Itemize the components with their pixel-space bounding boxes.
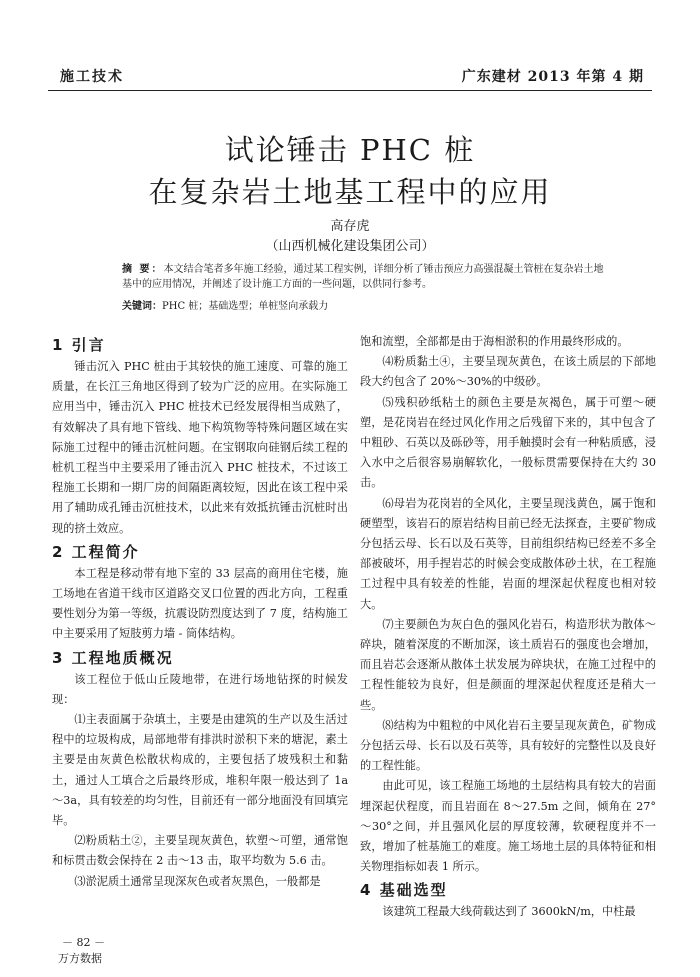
source-watermark: 万方数据	[58, 952, 102, 965]
right-column	[360, 332, 656, 923]
paragraph: 由此可见，该工程施工场地的土层结构具有较大的岩面埋深起伏程度，而且岩面在 8～27.5m 之间，倾角在 27°～30°之间，并且强风化层的厚度较薄，软硬程度并不一致，增加了桩基施工的难度。施工场地土层的具体特征和相关物理指标如表 1 所示。	[360, 779, 656, 874]
paragraph: ⑵粉质粘土②，主要呈现灰黄色，软塑～可塑，通常饱和标贯击数会保持在 2 击～13 击，取平均数为 5.6 击。	[52, 834, 348, 868]
paragraph: ⑴主表面属于杂填土，主要是由建筑的生产以及生活过程中的垃圾构成，局部地带有排洪时淤积下来的塘泥，素土主要是由灰黄色松散状构成的，主要包括了坡残积土和黏土，通过人工填合之后最终形成，堆积年限一般达到了 1a～3a，具有较差的均匀性，目前还有一部分地面没有回填完毕。	[52, 713, 348, 828]
abstract	[122, 262, 612, 292]
section-heading-2: 2 工程简介	[52, 542, 140, 561]
paragraph: ⑶淤泥质土通常呈现深灰色或者灰黑色，一般都是	[74, 874, 321, 888]
page-number: － 82 －	[62, 936, 105, 949]
abstract-label: 摘 要：	[122, 264, 164, 275]
title-line-2: 在复杂岩土地基工程中的应用	[148, 175, 552, 209]
keywords-label: 关键词：	[122, 301, 162, 312]
running-header	[48, 64, 652, 91]
paragraph: ⑹母岩为花岗岩的全风化，主要呈现浅黄色，属于饱和硬塑型，该岩石的原岩结构目前已经无法探查，主要矿物成分包括云母、长石以及石英等，目前组织结构已经差不多全部被破坏，用手捏岩芯的时候会变成散体砂土状，在工程施工过程中具有较差的性能，岩面的埋深起伏程度也相对较大。	[360, 496, 656, 611]
section-heading-3: 3 工程地质概况	[52, 648, 174, 667]
paragraph: ⑻结构为中粗粒的中风化岩石主要呈现灰黄色，矿物成分包括云母、长石以及石英等，具有较好的完整性以及良好的工程性能。	[360, 718, 656, 773]
keywords	[122, 297, 612, 312]
paragraph: ⑸残积砂纸粘土的颜色主要是灰褐色，属于可塑～硬塑，是花岗岩在经过风化作用之后残留下来的，其中包含了中粗砂、石英以及砾砂等，用手触摸时会有一种粘质感，浸入水中之后很容易崩解软化，一般标贯需要保持在大约 30 击。	[360, 395, 656, 490]
title-line-1: 试论锤击 PHC 桩	[224, 133, 476, 167]
abstract-text: 本文结合笔者多年施工经验，通过某工程实例，详细分析了锤击预应力高强混凝土管桩在复杂岩土地基中的应用情况，并阐述了设计施工方面的一些问题，以供同行参考。	[122, 264, 604, 290]
paragraph: 该工程位于低山丘陵地带，在进行场地钻探的时候发现：	[52, 672, 348, 706]
keywords-text: PHC 桩；基础选型；单桩竖向承载力	[162, 301, 329, 312]
section-heading-4: 4 基础选型	[360, 881, 448, 900]
author: 高存虎	[330, 219, 370, 234]
paragraph: ⑷粉质黏土④，主要呈现灰黄色，在该土质层的下部地段大约包含了 20%～30%的中级砂。	[360, 355, 656, 389]
header-section: 施工技术	[60, 69, 124, 85]
affiliation: （山西机械化建设集团公司）	[265, 239, 435, 254]
left-column	[52, 332, 348, 892]
header-journal: 广东建材 2013 年第 4 期	[461, 69, 644, 85]
section-heading-1: 1 引言	[52, 336, 106, 354]
paragraph: ⑺主要颜色为灰白色的强风化岩石，构造形状为散体～碎块，随着深度的不断加深，该土质岩石的强度也会增加，而且岩芯会逐渐从散体土状发展为碎块状，在施工过程中的工程性能较为良好，但是颜面的埋深起伏程度还是稍大一些。	[360, 617, 656, 712]
paragraph: 本工程是移动带有地下室的 33 层高的商用住宅楼，施工场地在省道干线市区道路交叉口位置的西北方向，工程重要性划分为第一等级，抗震设防烈度达到了 7 度，结构施工中主要采用了短肢剪力墙 - 筒体结构。	[52, 566, 348, 641]
paragraph: 饱和流塑，全部都是由于海相淤积的作用最终形成的。	[360, 335, 629, 348]
paragraph: 该建筑工程最大线荷载达到了 3600kN/m，中柱最	[382, 905, 636, 919]
paragraph: 锤击沉入 PHC 桩由于其较快的施工速度、可靠的施工质量，在长江三角地区得到了较为广泛的应用。在实际施工应用当中，锤击沉入 PHC 桩技术已经发展得相当成熟了，有效解决了具有地下管线、地下构筑物等特殊问题区域在实际施工过程中的锤击沉桩问题。在宝钢取向硅钢后续工程的桩机工程当中主要采用了锤击沉入 PHC 桩技术，不过该工程施工长期和一期厂房的间隔距离较短，因此在该工程中采用了辅助成孔锤击沉桩技术，以此来有效抵抗锤击沉桩时出现的挤土效应。	[52, 360, 348, 535]
